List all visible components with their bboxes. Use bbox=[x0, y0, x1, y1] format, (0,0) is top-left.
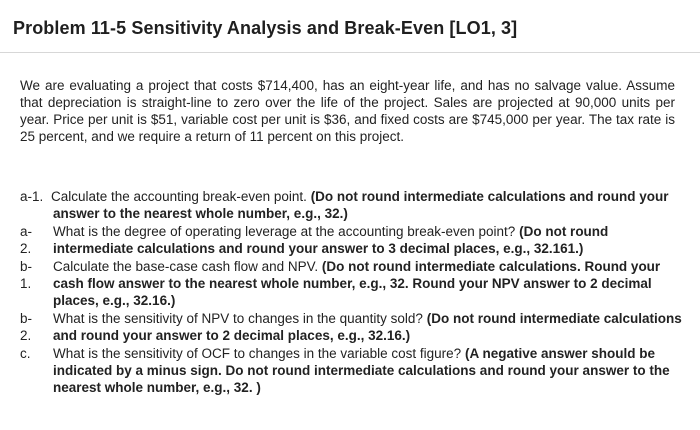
problem-description: We are evaluating a project that costs $714,400, has an eight-year life, and has no salvage value. Assume that depreciation is straight-line to zero over the life of the project. Sales are projected at 90,000 units per year. Price per unit is $51, variable cost per unit is $36, and fixed costs are $745,000 per year. The tax rate is 25 percent, and we require a return of 11 percent on this project. bbox=[20, 78, 675, 144]
question-c bbox=[20, 345, 685, 396]
question-instruction: (Do not round intermediate calculations. Round your cash flow answer to the nearest whole number, e.g., 32. Round your NPV answer to 2 decimal places, e.g., 32.16.) bbox=[53, 259, 661, 308]
question-text: What is the sensitivity of OCF to changes in the variable cost figure? bbox=[53, 346, 462, 361]
question-a-1 bbox=[20, 188, 685, 222]
title-divider bbox=[0, 52, 700, 53]
question-text: Calculate the accounting break-even point. bbox=[51, 189, 307, 204]
question-text: What is the degree of operating leverage at the accounting break-even point? bbox=[53, 224, 516, 239]
question-label: a- 2. bbox=[20, 224, 33, 256]
question-label: b- 1. bbox=[20, 259, 33, 291]
question-label: b- 2. bbox=[20, 311, 33, 343]
question-instruction: (Do not round intermediate calculations and round your answer to 2 decimal places, e.g., 32.16.) bbox=[53, 311, 682, 343]
question-list bbox=[20, 188, 685, 396]
question-text: Calculate the base-case cash flow and NPV. bbox=[53, 259, 319, 274]
question-b-1 bbox=[20, 258, 685, 309]
question-label: c. bbox=[20, 346, 31, 361]
question-a-2 bbox=[20, 223, 685, 257]
question-instruction: (A negative answer should be indicated by a minus sign. Do not round intermediate calculations and round your answer to the nearest whole number, e.g., 32. ) bbox=[53, 346, 670, 395]
problem-title: Problem 11-5 Sensitivity Analysis and Break-Even [LO1, 3] bbox=[13, 18, 518, 38]
question-instruction: (Do not round intermediate calculations and round your answer to the nearest whole number, e.g., 32.) bbox=[53, 189, 669, 221]
question-text: What is the sensitivity of NPV to changes in the quantity sold? bbox=[53, 311, 423, 326]
question-b-2 bbox=[20, 310, 685, 344]
question-label: a-1. bbox=[20, 189, 44, 204]
question-instruction: (Do not round intermediate calculations and round your answer to 3 decimal places, e.g., 32.161.) bbox=[53, 224, 609, 256]
